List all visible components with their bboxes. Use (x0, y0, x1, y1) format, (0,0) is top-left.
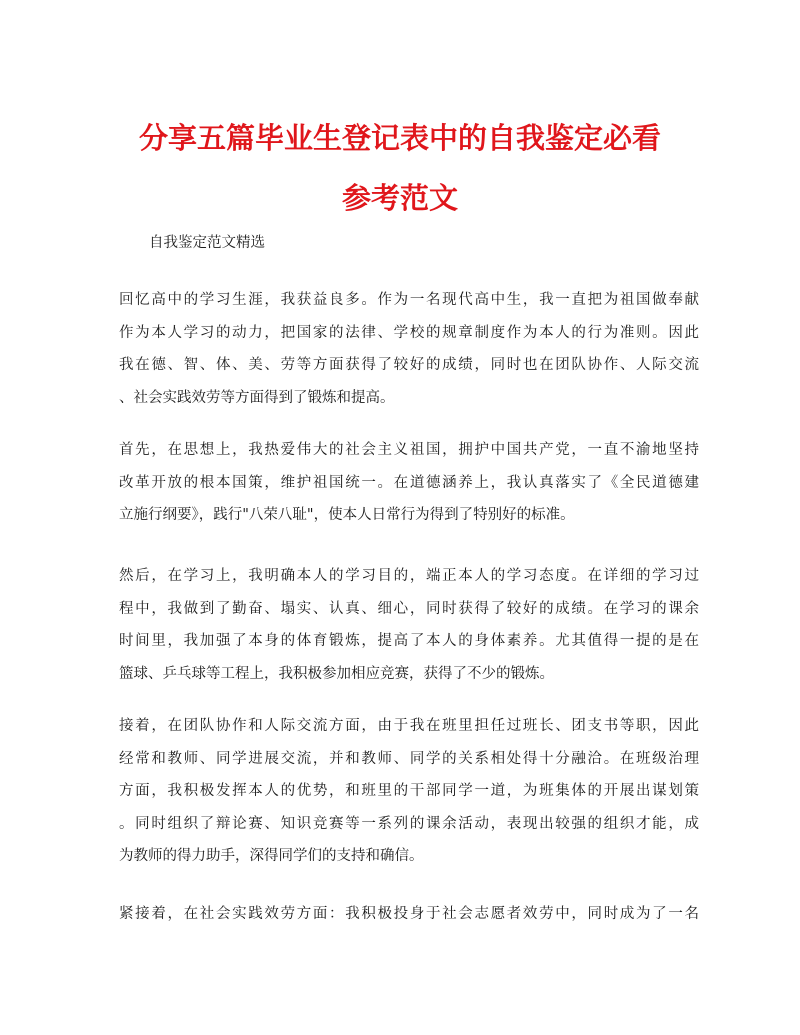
paragraph-1 (119, 290, 699, 420)
paragraph-line: 紧接着，在社会实践效劳方面：我积极投身于社会志愿者效劳中，同时成为了一名 (119, 906, 699, 922)
paragraph-line: 、社会实践效劳等方面得到了锻炼和提高。 (119, 389, 395, 406)
paragraph-5 (119, 904, 699, 937)
paragraph-line: 为教师的得力助手，深得同学们的支持和确信。 (119, 848, 424, 864)
paragraph-4 (119, 716, 699, 879)
paragraph-line: 改革开放的根本国策，维护祖国统一。在道德涵养上，我认真落实了《全民道德建 (119, 474, 699, 491)
paragraph-line: 回忆高中的学习生涯，我获益良多。作为一名现代高中生，我一直把为祖国做奉献 (119, 292, 699, 308)
paragraph-line: 立施行纲要》，践行"八荣八耻"，使本人日常行为得到了特别好的标准。 (119, 507, 575, 523)
paragraph-line: 程中，我做到了勤奋、塌实、认真、细心，同时获得了较好的成绩。在学习的课余 (119, 600, 699, 617)
paragraph-line: 接着，在团队协作和人际交流方面，由于我在班里担任过班长、团支书等职，因此 (119, 718, 699, 734)
paragraph-line: 首先，在思想上，我热爱伟大的社会主义祖国，拥护中国共产党，一直不渝地坚持 (119, 442, 699, 458)
paragraph-line: 。同时组织了辩论赛、知识竞赛等一系列的课余活动，表现出较强的组织才能，成 (119, 815, 699, 832)
document-title-line-2: 参考范文 (341, 181, 458, 215)
document-subtitle: 自我鉴定范文精选 (149, 235, 265, 251)
document-title-line-1: 分享五篇毕业生登记表中的自我鉴定必看 (138, 121, 661, 155)
paragraph-line: 作为本人学习的动力，把国家的法律、学校的规章制度作为本人的行为准则。因此 (119, 324, 699, 341)
paragraph-line: 经常和教师、同学进展交流，并和教师、同学的关系相处得十分融洽。在班级治理 (119, 750, 699, 767)
paragraph-2 (119, 440, 699, 538)
paragraph-line: 方面，我积极发挥本人的优势，和班里的干部同学一道，为班集体的开展出谋划策 (119, 783, 699, 799)
paragraph-line: 我在德、智、体、美、劳等方面获得了较好的成绩，同时也在团队协作、人际交流 (119, 357, 699, 373)
paragraph-line: 然后，在学习上，我明确本人的学习目的，端正本人的学习态度。在详细的学习过 (119, 568, 699, 584)
paragraph-line: 篮球、乒乓球等工程上，我积极参加相应竞赛，获得了不少的锻炼。 (119, 665, 554, 682)
paragraph-3 (119, 566, 699, 696)
paragraph-line: 时间里，我加强了本身的体育锻炼，提高了本人的身体素养。尤其值得一提的是在 (119, 633, 699, 649)
